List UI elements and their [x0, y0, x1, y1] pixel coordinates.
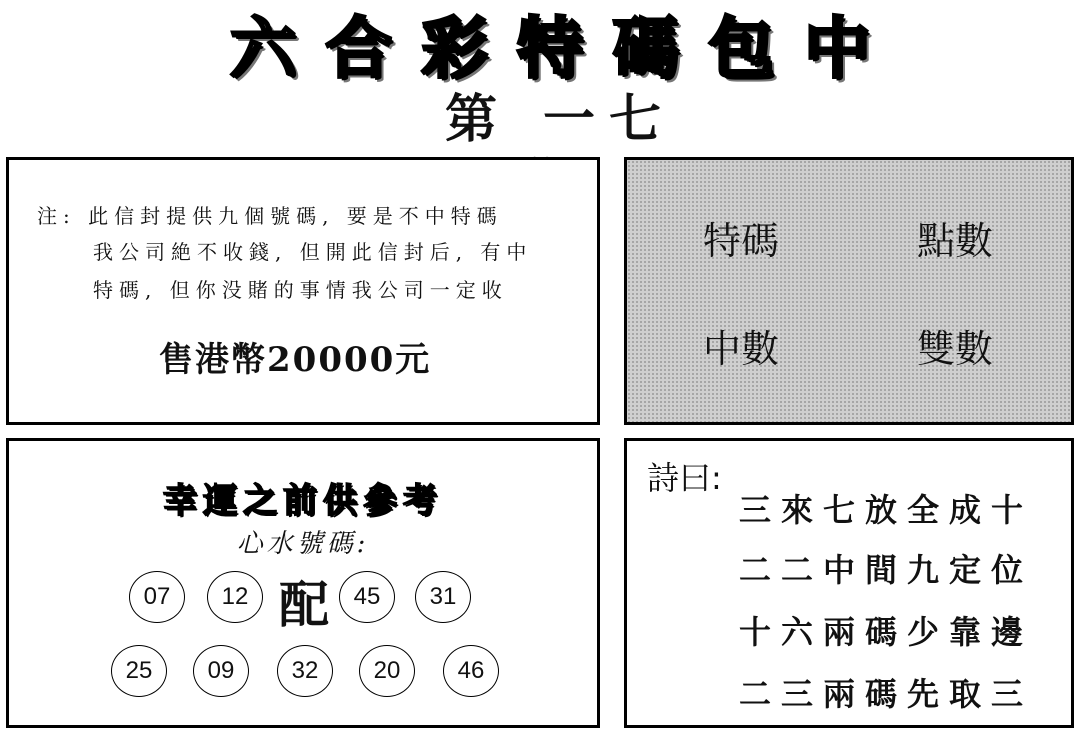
title-char: 彩 — [421, 9, 488, 87]
type-label: 特碼 — [703, 219, 780, 263]
page-title — [230, 8, 870, 88]
number-ball: 31 — [415, 571, 471, 623]
number-ball: 20 — [359, 645, 415, 697]
lucky-title: 幸運之前供參考 — [163, 481, 443, 521]
match-char: 配 — [279, 575, 329, 634]
poem-line: 二三兩碼先取三 — [739, 675, 1034, 713]
poem-line: 十六兩碼少靠邊 — [739, 613, 1034, 651]
title-char: 碼 — [612, 9, 679, 87]
note-line: 我公司絶不收錢, 但開此信封后, 有中 — [93, 240, 533, 264]
types-panel — [624, 157, 1074, 425]
poem-panel — [624, 438, 1074, 728]
title-char: 特 — [516, 9, 583, 87]
poem-label: 詩曰: — [647, 459, 722, 497]
poem-line: 三來七放全成十 — [739, 491, 1034, 529]
title-char: 中 — [803, 9, 870, 87]
note-line: 特碼, 但你没賭的事情我公司一定收 — [93, 278, 508, 302]
number-ball: 09 — [193, 645, 249, 697]
title-char: 六 — [230, 9, 296, 87]
number-ball: 07 — [129, 571, 185, 623]
type-label: 點數 — [917, 219, 994, 263]
price-text: 售港幣20000元 — [159, 340, 432, 380]
lucky-subtitle: 心水號碼: — [236, 529, 370, 559]
title-char: 包 — [708, 9, 775, 87]
number-ball: 32 — [277, 645, 333, 697]
note-panel — [6, 157, 600, 425]
number-ball: 45 — [339, 571, 395, 623]
note-line: 注: 此信封提供九個號碼, 要是不中特碼 — [37, 204, 503, 228]
issue-number: 第 一七 — [444, 89, 676, 150]
title-char: 合 — [325, 9, 392, 87]
type-label: 雙數 — [917, 327, 994, 371]
number-ball: 12 — [207, 571, 263, 623]
lucky-numbers-panel — [6, 438, 600, 728]
number-ball: 46 — [443, 645, 499, 697]
poem-line: 二二中間九定位 — [739, 551, 1034, 589]
number-ball: 25 — [111, 645, 167, 697]
type-label: 中數 — [703, 327, 780, 371]
